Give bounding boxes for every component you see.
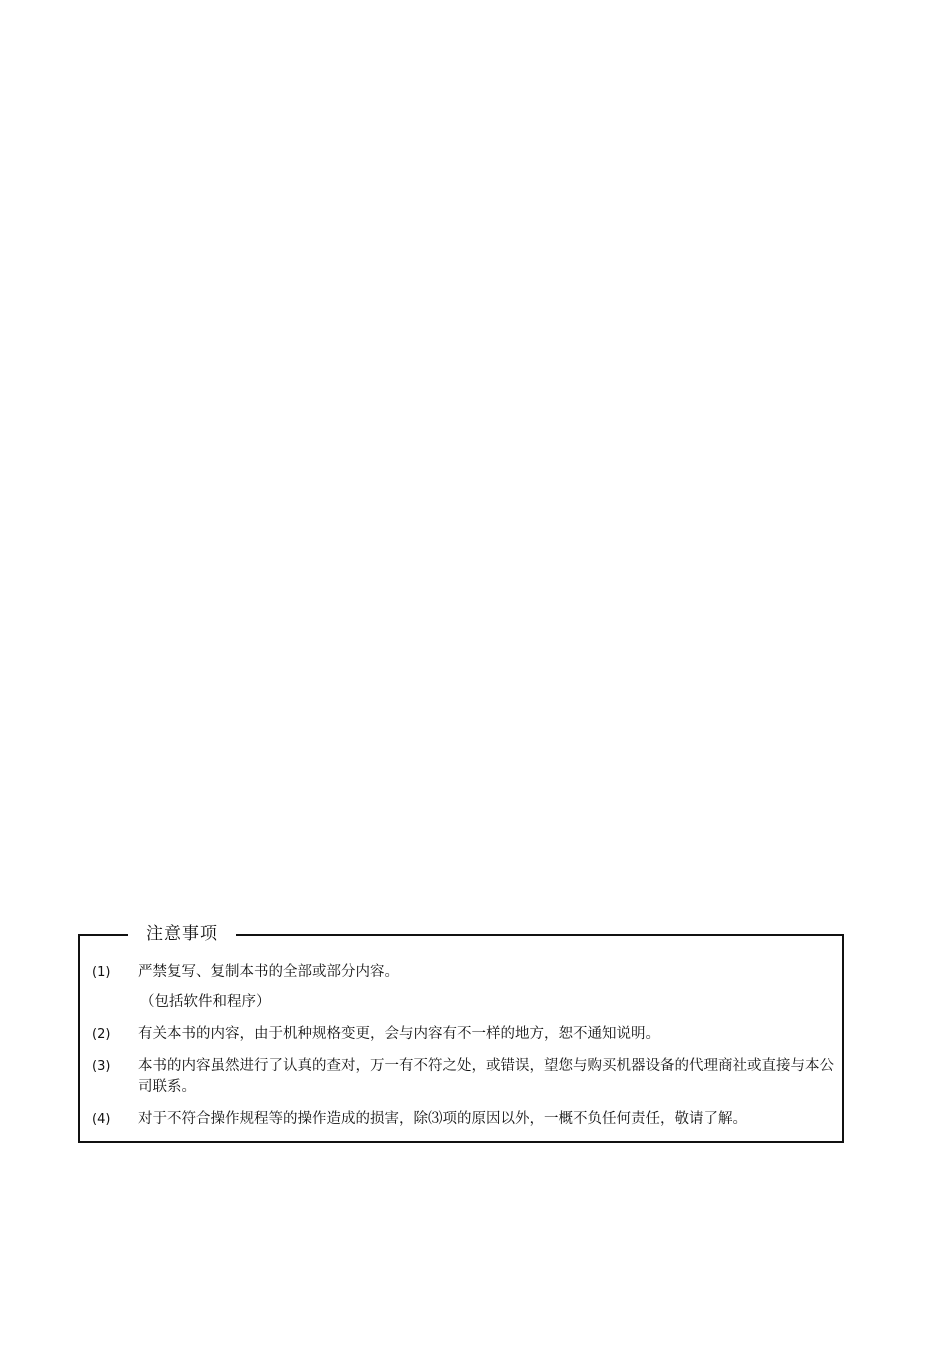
item-number: (4): [92, 1112, 111, 1127]
notice-item-4: [80, 1109, 842, 1130]
notice-item-2: [80, 1024, 842, 1045]
item-number: (3): [92, 1059, 111, 1074]
item-text: 有关本书的内容，由于机种规格变更，会与内容有不一样的地方，恕不通知说明。: [138, 1026, 660, 1042]
item-text: 本书的内容虽然进行了认真的查对，万一有不符之处，或错误，望您与购买机器设备的代理商社或直接与本公司联系。: [138, 1058, 834, 1095]
notice-item-1: [80, 962, 842, 1013]
item-subtext: （包括软件和程序）: [140, 994, 271, 1010]
notice-list: [80, 962, 842, 1130]
item-number: (2): [92, 1027, 111, 1042]
notice-item-3: [80, 1056, 842, 1098]
item-text: 严禁复写、复制本书的全部或部分内容。: [138, 964, 399, 980]
notice-box: [78, 924, 844, 1143]
notice-title: 注意事项: [128, 923, 236, 945]
item-text: 对于不符合操作规程等的操作造成的损害，除⑶项的原因以外，一概不负任何责任，敬请了解。: [138, 1111, 747, 1127]
item-number: (1): [92, 965, 111, 980]
